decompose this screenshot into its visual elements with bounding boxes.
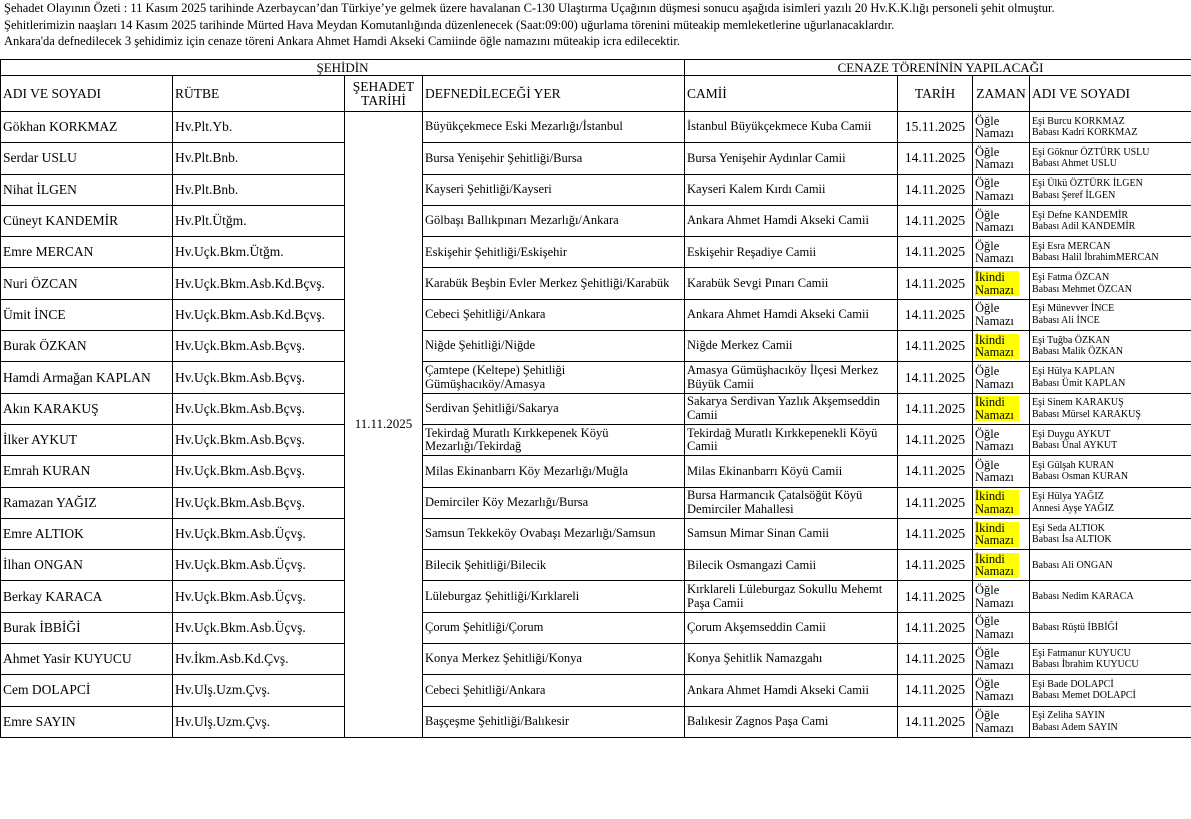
- martyr-name: Burak İBBİĞİ: [1, 612, 173, 643]
- relative-2: Babası Ali İNCE: [1032, 314, 1100, 326]
- funeral-time: [973, 362, 1030, 393]
- burial-place: Büyükçekmece Eski Mezarlığı/İstanbul: [423, 112, 685, 143]
- funeral-mosque: Bilecik Osmangazi Camii: [685, 550, 898, 581]
- martyr-rank: Hv.Uçk.Bkm.Asb.Bçvş.: [173, 456, 345, 487]
- header-mosque: CAMİİ: [685, 76, 898, 112]
- burial-place: Milas Ekinanbarrı Köy Mezarlığı/Muğla: [423, 456, 685, 487]
- funeral-time-prayer: [975, 708, 1014, 735]
- funeral-time-line2: Namazı: [975, 533, 1014, 547]
- martyr-name: Gökhan KORKMAZ: [1, 112, 173, 143]
- table-row: [1, 143, 1191, 174]
- table-row: [1, 112, 1191, 143]
- header-time: ZAMAN: [973, 76, 1030, 112]
- funeral-date: 14.11.2025: [898, 174, 973, 205]
- funeral-time-prayer: [975, 396, 1019, 421]
- relative-1: Babası Nedim KARACA: [1032, 590, 1134, 602]
- funeral-time-line2: Namazı: [975, 376, 1014, 391]
- martyrs-table: [0, 59, 1191, 738]
- martyr-name: Ramazan YAĞIZ: [1, 487, 173, 518]
- relatives: [1030, 143, 1191, 174]
- funeral-time-prayer: [975, 145, 1014, 172]
- relative-1: Eşi Hülya KAPLAN: [1032, 366, 1115, 378]
- funeral-date: 14.11.2025: [898, 675, 973, 706]
- martyr-name: Emrah KURAN: [1, 456, 173, 487]
- funeral-date: 14.11.2025: [898, 143, 973, 174]
- table-row: [1, 706, 1191, 737]
- table-row: [1, 331, 1191, 362]
- funeral-mosque: Eskişehir Reşadiye Camii: [685, 237, 898, 268]
- burial-place: Samsun Tekkeköy Ovabaşı Mezarlığı/Samsun: [423, 518, 685, 549]
- martyr-name: Cüneyt KANDEMİR: [1, 205, 173, 236]
- martyr-rank: Hv.Uçk.Bkm.Asb.Bçvş.: [173, 362, 345, 393]
- table-row: [1, 518, 1191, 549]
- funeral-time: [973, 299, 1030, 330]
- funeral-time: [973, 393, 1030, 424]
- funeral-mosque: Kırklareli Lüleburgaz Sokullu Mehemt Paşa Camii: [685, 581, 898, 612]
- martyr-name: Nuri ÖZCAN: [1, 268, 173, 299]
- header-relatives: ADI VE SOYADI: [1030, 76, 1191, 112]
- funeral-time-line2: Namazı: [975, 595, 1014, 610]
- funeral-mosque: İstanbul Büyükçekmece Kuba Camii: [685, 112, 898, 143]
- funeral-time-line1: Öğle: [975, 144, 1000, 159]
- martyrdom-date: 11.11.2025: [345, 112, 423, 738]
- relative-1: Eşi Fatma ÖZCAN: [1032, 272, 1110, 284]
- funeral-time-line1: İkindi: [975, 332, 1005, 347]
- martyr-rank: Hv.Uçk.Bkm.Asb.Bçvş.: [173, 393, 345, 424]
- relative-1: Eşi Münevver İNCE: [1032, 303, 1115, 315]
- relative-1: Eşi Defne KANDEMİR: [1032, 209, 1129, 221]
- funeral-time: [973, 143, 1030, 174]
- funeral-time-line2: Namazı: [975, 282, 1014, 297]
- funeral-mosque: Ankara Ahmet Hamdi Akseki Camii: [685, 299, 898, 330]
- funeral-time-line2: Namazı: [975, 689, 1014, 704]
- relative-2: Babası Osman KURAN: [1032, 471, 1129, 483]
- relative-2: Babası Malik ÖZKAN: [1032, 346, 1124, 358]
- relative-2: Babası Adem SAYIN: [1032, 721, 1118, 733]
- table-row: [1, 424, 1191, 455]
- funeral-time: [973, 581, 1030, 612]
- table-row: [1, 581, 1191, 612]
- header-name: ADI VE SOYADI: [1, 76, 173, 112]
- table-row: [1, 268, 1191, 299]
- martyr-name: Ümit İNCE: [1, 299, 173, 330]
- burial-place: Karabük Beşbin Evler Merkez Şehitliği/Karabük: [423, 268, 685, 299]
- relatives: [1030, 518, 1191, 549]
- funeral-time-line2: Namazı: [975, 313, 1014, 328]
- burial-place: Eskişehir Şehitliği/Eskişehir: [423, 237, 685, 268]
- header-martyrdom-date-line2: TARİHİ: [361, 92, 406, 108]
- funeral-time-line1: İkindi: [975, 270, 1005, 285]
- burial-place: Niğde Şehitliği/Niğde: [423, 331, 685, 362]
- relative-1: Eşi Esra MERCAN: [1032, 240, 1111, 252]
- martyr-name: Emre ALTIOK: [1, 518, 173, 549]
- funeral-date: 14.11.2025: [898, 331, 973, 362]
- funeral-time-line1: Öğle: [975, 113, 1000, 128]
- funeral-time-line1: İkindi: [975, 551, 1005, 566]
- funeral-mosque: Ankara Ahmet Hamdi Akseki Camii: [685, 675, 898, 706]
- relatives: [1030, 456, 1191, 487]
- intro-paragraph: [4, 0, 1191, 50]
- martyr-rank: Hv.Uçk.Bkm.Asb.Üçvş.: [173, 612, 345, 643]
- funeral-time-line2: Namazı: [975, 564, 1014, 579]
- burial-place: Cebeci Şehitliği/Ankara: [423, 675, 685, 706]
- table-row: [1, 237, 1191, 268]
- funeral-date: 14.11.2025: [898, 362, 973, 393]
- relative-1: Eşi Gülşah KURAN: [1032, 459, 1114, 471]
- funeral-time-line1: İkindi: [975, 520, 1005, 535]
- funeral-time: [973, 424, 1030, 455]
- funeral-mosque: Karabük Sevgi Pınarı Camii: [685, 268, 898, 299]
- martyr-rank: Hv.İkm.Asb.Kd.Çvş.: [173, 644, 345, 675]
- table-row: [1, 205, 1191, 236]
- funeral-time: [973, 706, 1030, 737]
- relative-2: Babası Memet DOLAPCİ: [1032, 690, 1136, 702]
- funeral-time-prayer: [975, 677, 1014, 704]
- table-row: [1, 393, 1191, 424]
- funeral-time-line2: Namazı: [975, 470, 1014, 485]
- relative-2: Babası Ümit KAPLAN: [1032, 377, 1126, 389]
- funeral-time-line1: Öğle: [975, 457, 1000, 472]
- relative-2: Babası Ahmet USLU: [1032, 158, 1117, 170]
- header-date: TARİH: [898, 76, 973, 112]
- funeral-mosque: Niğde Merkez Camii: [685, 331, 898, 362]
- martyr-rank: Hv.Plt.Bnb.: [173, 174, 345, 205]
- funeral-date: 14.11.2025: [898, 487, 973, 518]
- section-martyr: ŞEHİDİN: [1, 60, 685, 76]
- martyr-name: Hamdi Armağan KAPLAN: [1, 362, 173, 393]
- table-row: [1, 299, 1191, 330]
- martyr-rank: Hv.Ulş.Uzm.Çvş.: [173, 706, 345, 737]
- header-martyrdom-date-line1: ŞEHADET: [352, 78, 415, 94]
- funeral-time-prayer: [975, 583, 1014, 610]
- funeral-mosque: Milas Ekinanbarrı Köyü Camii: [685, 456, 898, 487]
- funeral-time-prayer: [975, 176, 1014, 203]
- table-row: [1, 487, 1191, 518]
- funeral-time-prayer: [975, 553, 1019, 578]
- relatives: [1030, 487, 1191, 518]
- funeral-time: [973, 456, 1030, 487]
- table-row: [1, 675, 1191, 706]
- funeral-time: [973, 331, 1030, 362]
- relatives: [1030, 550, 1191, 581]
- funeral-time-line1: Öğle: [975, 364, 1000, 379]
- funeral-time-prayer: [975, 646, 1014, 673]
- martyr-rank: Hv.Uçk.Bkm.Asb.Üçvş.: [173, 550, 345, 581]
- funeral-time: [973, 644, 1030, 675]
- martyr-rank: Hv.Uçk.Bkm.Asb.Üçvş.: [173, 581, 345, 612]
- funeral-time: [973, 112, 1030, 143]
- funeral-time-prayer: [975, 114, 1014, 141]
- martyr-name: İlhan ONGAN: [1, 550, 173, 581]
- funeral-time-line2: Namazı: [975, 220, 1014, 235]
- funeral-time: [973, 550, 1030, 581]
- funeral-time: [973, 268, 1030, 299]
- relatives: [1030, 362, 1191, 393]
- funeral-time-line2: Namazı: [975, 720, 1014, 735]
- burial-place: Demirciler Köy Mezarlığı/Bursa: [423, 487, 685, 518]
- martyr-rank: Hv.Uçk.Bkm.Asb.Kd.Bçvş.: [173, 268, 345, 299]
- funeral-time-prayer: [975, 239, 1014, 266]
- martyr-name: Cem DOLAPCİ: [1, 675, 173, 706]
- martyr-rank: Hv.Uçk.Bkm.Ütğm.: [173, 237, 345, 268]
- funeral-mosque: Bursa Yenişehir Aydınlar Camii: [685, 143, 898, 174]
- relatives: [1030, 237, 1191, 268]
- funeral-mosque: Tekirdağ Muratlı Kırkkepenekli Köyü Camii: [685, 424, 898, 455]
- relative-2: Babası İsa ALTIOK: [1032, 534, 1112, 545]
- burial-place: Lüleburgaz Şehitliği/Kırklareli: [423, 581, 685, 612]
- funeral-time: [973, 612, 1030, 643]
- funeral-mosque: Sakarya Serdivan Yazlık Akşemseddin Camii: [685, 393, 898, 424]
- funeral-time: [973, 237, 1030, 268]
- funeral-time-line2: Namazı: [975, 345, 1014, 360]
- relative-2: Babası Kadri KORKMAZ: [1032, 127, 1138, 139]
- relatives: [1030, 424, 1191, 455]
- relative-2: Annesi Ayşe YAĞIZ: [1032, 502, 1115, 514]
- relatives: [1030, 299, 1191, 330]
- funeral-time-line2: Namazı: [975, 658, 1014, 673]
- martyr-name: Emre SAYIN: [1, 706, 173, 737]
- relatives: [1030, 393, 1191, 424]
- funeral-time-prayer: [975, 334, 1019, 359]
- martyr-name: İlker AYKUT: [1, 424, 173, 455]
- burial-place: Başçeşme Şehitliği/Balıkesir: [423, 706, 685, 737]
- funeral-time-prayer: [975, 271, 1019, 296]
- relative-1: Eşi Duygu AYKUT: [1032, 428, 1111, 440]
- burial-place: Cebeci Şehitliği/Ankara: [423, 299, 685, 330]
- funeral-date: 15.11.2025: [898, 112, 973, 143]
- martyr-rank: Hv.Plt.Bnb.: [173, 143, 345, 174]
- funeral-time-line2: Namazı: [975, 188, 1014, 203]
- funeral-date: 14.11.2025: [898, 299, 973, 330]
- relative-1: Babası Ali ONGAN: [1032, 559, 1113, 571]
- table-row: [1, 456, 1191, 487]
- relative-1: Eşi Fatmanur KUYUCU: [1032, 647, 1131, 659]
- martyr-name: Berkay KARACA: [1, 581, 173, 612]
- funeral-time-line2: Namazı: [975, 439, 1014, 454]
- funeral-mosque: Balıkesir Zagnos Paşa Cami: [685, 706, 898, 737]
- burial-place: Kayseri Şehitliği/Kayseri: [423, 174, 685, 205]
- table-row: [1, 550, 1191, 581]
- funeral-date: 14.11.2025: [898, 205, 973, 236]
- relatives: [1030, 205, 1191, 236]
- martyr-rank: Hv.Uçk.Bkm.Asb.Bçvş.: [173, 487, 345, 518]
- funeral-date: 14.11.2025: [898, 612, 973, 643]
- martyr-rank: Hv.Ulş.Uzm.Çvş.: [173, 675, 345, 706]
- martyr-rank: Hv.Uçk.Bkm.Asb.Bçvş.: [173, 331, 345, 362]
- relative-2: Babası Ünal AYKUT: [1032, 440, 1118, 452]
- martyr-rank: Hv.Uçk.Bkm.Asb.Bçvş.: [173, 424, 345, 455]
- funeral-time-line1: Öğle: [975, 426, 1000, 441]
- table-row: [1, 174, 1191, 205]
- relative-1: Eşi Seda ALTIOK: [1032, 522, 1105, 534]
- relative-1: Eşi Bade DOLAPCİ: [1032, 678, 1114, 690]
- relatives: [1030, 268, 1191, 299]
- funeral-time: [973, 487, 1030, 518]
- funeral-time-prayer: [975, 614, 1014, 641]
- relative-2: Babası Mürsel KARAKUŞ: [1032, 408, 1141, 420]
- funeral-time-prayer: [975, 208, 1014, 235]
- relatives: [1030, 112, 1191, 143]
- funeral-time: [973, 675, 1030, 706]
- funeral-mosque: Bursa Harmancık Çatalsöğüt Köyü Demirciler Mahallesi: [685, 487, 898, 518]
- martyr-name: Burak ÖZKAN: [1, 331, 173, 362]
- funeral-time-line1: Öğle: [975, 301, 1000, 316]
- funeral-time-line2: Namazı: [975, 251, 1014, 266]
- funeral-time-line1: Öğle: [975, 676, 1000, 691]
- funeral-date: 14.11.2025: [898, 424, 973, 455]
- funeral-time-line1: Öğle: [975, 614, 1000, 629]
- funeral-time-line1: Öğle: [975, 207, 1000, 222]
- funeral-time: [973, 518, 1030, 549]
- funeral-time-line2: Namazı: [975, 501, 1014, 516]
- martyr-rank: Hv.Uçk.Bkm.Asb.Kd.Bçvş.: [173, 299, 345, 330]
- funeral-time-line1: Öğle: [975, 176, 1000, 191]
- funeral-time-line1: İkindi: [975, 395, 1005, 410]
- funeral-date: 14.11.2025: [898, 550, 973, 581]
- table-row: [1, 612, 1191, 643]
- funeral-mosque: Çorum Akşemseddin Camii: [685, 612, 898, 643]
- funeral-date: 14.11.2025: [898, 518, 973, 549]
- relative-1: Eşi Sinem KARAKUŞ: [1032, 397, 1124, 409]
- martyr-rank: Hv.Plt.Ütğm.: [173, 205, 345, 236]
- funeral-time-prayer: [975, 427, 1014, 454]
- funeral-mosque: Samsun Mimar Sinan Camii: [685, 518, 898, 549]
- martyr-name: Ahmet Yasir KUYUCU: [1, 644, 173, 675]
- funeral-time-prayer: [975, 490, 1019, 515]
- funeral-time-line1: Öğle: [975, 238, 1000, 253]
- relative-1: Eşi Göknur ÖZTÜRK USLU: [1032, 146, 1150, 158]
- funeral-date: 14.11.2025: [898, 237, 973, 268]
- burial-place: Tekirdağ Muratlı Kırkkepenek Köyü Mezarlığı/Tekirdağ: [423, 424, 685, 455]
- relative-2: Babası Adil KANDEMİR: [1032, 221, 1136, 233]
- relative-1: Eşi Burcu KORKMAZ: [1032, 115, 1125, 127]
- funeral-time-line1: Öğle: [975, 583, 1000, 598]
- header-rank: RÜTBE: [173, 76, 345, 112]
- funeral-time-line1: Öğle: [975, 708, 1000, 723]
- relative-2: Babası Halil İbrahimMERCAN: [1032, 252, 1159, 264]
- funeral-mosque: Ankara Ahmet Hamdi Akseki Camii: [685, 205, 898, 236]
- burial-place: Serdivan Şehitliği/Sakarya: [423, 393, 685, 424]
- header-martyrdom-date: [345, 76, 423, 112]
- relative-1: Eşi Zeliha SAYIN: [1032, 710, 1105, 722]
- relative-1: Eşi Hülya YAĞIZ: [1032, 491, 1104, 503]
- relative-1: Eşi Tuğba ÖZKAN: [1032, 334, 1110, 346]
- section-ceremony: CENAZE TÖRENİNİN YAPILACAĞI: [685, 60, 1191, 76]
- funeral-time-line2: Namazı: [975, 157, 1014, 172]
- funeral-time-line2: Namazı: [975, 126, 1014, 141]
- martyr-name: Nihat İLGEN: [1, 174, 173, 205]
- martyr-name: Emre MERCAN: [1, 237, 173, 268]
- funeral-time-prayer: [975, 522, 1019, 547]
- intro-line-3: Ankara'da defnedilecek 3 şehidimiz için cenaze töreni Ankara Ahmet Hamdi Akseki Camiinde öğle namazını müteakip icra edilecektir.: [4, 34, 680, 48]
- relative-1: Babası Rüştü İBBİĞİ: [1032, 622, 1119, 634]
- martyr-name: Akın KARAKUŞ: [1, 393, 173, 424]
- relative-2: Babası İbrahim KUYUCU: [1032, 659, 1139, 671]
- relatives: [1030, 612, 1191, 643]
- section-header-row: [1, 60, 1191, 76]
- funeral-time-prayer: [975, 364, 1014, 391]
- martyr-name: Serdar USLU: [1, 143, 173, 174]
- relative-2: Babası Şeref İLGEN: [1032, 189, 1116, 201]
- relatives: [1030, 644, 1191, 675]
- relatives: [1030, 581, 1191, 612]
- funeral-date: 14.11.2025: [898, 581, 973, 612]
- funeral-time-line2: Namazı: [975, 407, 1014, 422]
- funeral-time-prayer: [975, 458, 1014, 485]
- funeral-date: 14.11.2025: [898, 644, 973, 675]
- header-burial-place: DEFNEDİLECEĞİ YER: [423, 76, 685, 112]
- funeral-mosque: Konya Şehitlik Namazgahı: [685, 644, 898, 675]
- funeral-mosque: Amasya Gümüşhacıköy İlçesi Merkez Büyük Camii: [685, 362, 898, 393]
- funeral-time: [973, 174, 1030, 205]
- martyr-rank: Hv.Uçk.Bkm.Asb.Üçvş.: [173, 518, 345, 549]
- funeral-date: 14.11.2025: [898, 456, 973, 487]
- funeral-time-line1: Öğle: [975, 645, 1000, 660]
- column-header-row: [1, 76, 1191, 112]
- burial-place: Bursa Yenişehir Şehitliği/Bursa: [423, 143, 685, 174]
- burial-place: Konya Merkez Şehitliği/Konya: [423, 644, 685, 675]
- relatives: [1030, 331, 1191, 362]
- relatives: [1030, 174, 1191, 205]
- funeral-mosque: Kayseri Kalem Kırdı Camii: [685, 174, 898, 205]
- funeral-date: 14.11.2025: [898, 393, 973, 424]
- table-row: [1, 644, 1191, 675]
- funeral-time-line1: İkindi: [975, 489, 1005, 504]
- funeral-date: 14.11.2025: [898, 268, 973, 299]
- intro-line-2: Şehitlerimizin naaşları 14 Kasım 2025 tarihinde Mürted Hava Meydan Komutanlığında düzenlenecek (Saat:09:00) uğurlama törenini müteakip memleketlerine uğurlanacaklardır.: [4, 17, 895, 32]
- martyr-rank: Hv.Plt.Yb.: [173, 112, 345, 143]
- intro-line-1: Şehadet Olayının Özeti : 11 Kasım 2025 tarihinde Azerbaycan’dan Türkiye’ye gelmek üzere havalanan C-130 Ulaştırma Uçağının düşmesi sonucu aşağıda isimleri yazılı 20 Hv.K.K.lığı personeli şehit olmuştur.: [4, 1, 1055, 15]
- burial-place: Çorum Şehitliği/Çorum: [423, 612, 685, 643]
- funeral-time-prayer: [975, 301, 1014, 328]
- funeral-date: 14.11.2025: [898, 706, 973, 737]
- burial-place: Bilecik Şehitliği/Bilecik: [423, 550, 685, 581]
- relative-2: Babası Mehmet ÖZCAN: [1032, 283, 1132, 295]
- funeral-time: [973, 205, 1030, 236]
- relative-1: Eşi Ülkü ÖZTÜRK İLGEN: [1032, 178, 1143, 190]
- relatives: [1030, 706, 1191, 737]
- burial-place: Gölbaşı Ballıkpınarı Mezarlığı/Ankara: [423, 205, 685, 236]
- table-row: [1, 362, 1191, 393]
- funeral-time-line2: Namazı: [975, 626, 1014, 641]
- relatives: [1030, 675, 1191, 706]
- burial-place: Çamtepe (Keltepe) Şehitliği Gümüşhacıköy/Amasya: [423, 362, 685, 393]
